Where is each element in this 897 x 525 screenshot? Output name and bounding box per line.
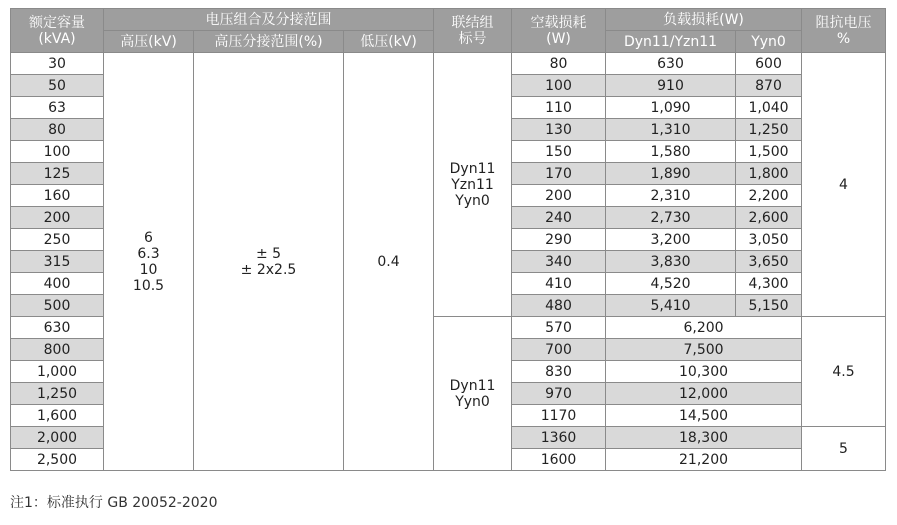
transformer-spec-table [10, 8, 886, 471]
noload-cell: 240 [512, 207, 606, 229]
noload-cell: 1600 [512, 449, 606, 471]
impedance-cell: 4 [802, 53, 886, 317]
noload-cell: 410 [512, 273, 606, 295]
header-lv: 低压(kV) [344, 31, 434, 53]
header-connection: 联结组 标号 [434, 9, 512, 53]
load-b-cell: 870 [736, 75, 802, 97]
header-load: 负载损耗(W) [606, 9, 802, 31]
capacity-cell: 100 [11, 141, 104, 163]
capacity-cell: 2,500 [11, 449, 104, 471]
capacity-cell: 30 [11, 53, 104, 75]
noload-cell: 80 [512, 53, 606, 75]
lv-cell: 0.4 [344, 53, 434, 471]
load-a-cell: 2,730 [606, 207, 736, 229]
header-noload: 空载损耗 (W) [512, 9, 606, 53]
footnote: 注1：标准执行 GB 20052-2020 [10, 495, 218, 511]
header-hv: 高压(kV) [104, 31, 194, 53]
table-body [11, 53, 886, 471]
load-cell: 21,200 [606, 449, 802, 471]
noload-cell: 970 [512, 383, 606, 405]
header-load-b: Yyn0 [736, 31, 802, 53]
capacity-cell: 125 [11, 163, 104, 185]
noload-cell: 290 [512, 229, 606, 251]
load-b-cell: 2,200 [736, 185, 802, 207]
capacity-cell: 1,250 [11, 383, 104, 405]
capacity-cell: 200 [11, 207, 104, 229]
noload-cell: 570 [512, 317, 606, 339]
load-cell: 18,300 [606, 427, 802, 449]
load-b-cell: 600 [736, 53, 802, 75]
load-b-cell: 1,250 [736, 119, 802, 141]
capacity-cell: 63 [11, 97, 104, 119]
load-b-cell: 5,150 [736, 295, 802, 317]
header-capacity: 额定容量 (kVA) [11, 9, 104, 53]
load-a-cell: 5,410 [606, 295, 736, 317]
load-a-cell: 4,520 [606, 273, 736, 295]
capacity-cell: 160 [11, 185, 104, 207]
capacity-cell: 500 [11, 295, 104, 317]
load-b-cell: 1,040 [736, 97, 802, 119]
load-a-cell: 910 [606, 75, 736, 97]
header-impedance: 阻抗电压 % [802, 9, 886, 53]
noload-cell: 200 [512, 185, 606, 207]
connection-cell: Dyn11 Yzn11 Yyn0 [434, 53, 512, 317]
load-a-cell: 3,830 [606, 251, 736, 273]
noload-cell: 830 [512, 361, 606, 383]
capacity-cell: 630 [11, 317, 104, 339]
capacity-cell: 2,000 [11, 427, 104, 449]
load-a-cell: 1,310 [606, 119, 736, 141]
capacity-cell: 50 [11, 75, 104, 97]
load-a-cell: 630 [606, 53, 736, 75]
load-cell: 12,000 [606, 383, 802, 405]
load-b-cell: 3,650 [736, 251, 802, 273]
load-a-cell: 2,310 [606, 185, 736, 207]
header-load-a: Dyn11/Yzn11 [606, 31, 736, 53]
noload-cell: 1360 [512, 427, 606, 449]
noload-cell: 340 [512, 251, 606, 273]
load-a-cell: 1,580 [606, 141, 736, 163]
capacity-cell: 1,600 [11, 405, 104, 427]
load-b-cell: 4,300 [736, 273, 802, 295]
load-cell: 6,200 [606, 317, 802, 339]
impedance-cell: 5 [802, 427, 886, 471]
header-voltage-group: 电压组合及分接范围 [104, 9, 434, 31]
capacity-cell: 250 [11, 229, 104, 251]
noload-cell: 130 [512, 119, 606, 141]
load-cell: 7,500 [606, 339, 802, 361]
capacity-cell: 1,000 [11, 361, 104, 383]
load-cell: 14,500 [606, 405, 802, 427]
noload-cell: 150 [512, 141, 606, 163]
noload-cell: 1170 [512, 405, 606, 427]
impedance-cell: 4.5 [802, 317, 886, 427]
load-b-cell: 3,050 [736, 229, 802, 251]
load-cell: 10,300 [606, 361, 802, 383]
connection-cell: Dyn11 Yyn0 [434, 317, 512, 471]
hv-cell: 6 6.3 10 10.5 [104, 53, 194, 471]
noload-cell: 480 [512, 295, 606, 317]
tap-cell: ± 5 ± 2x2.5 [194, 53, 344, 471]
noload-cell: 110 [512, 97, 606, 119]
capacity-cell: 80 [11, 119, 104, 141]
load-a-cell: 1,890 [606, 163, 736, 185]
load-b-cell: 1,800 [736, 163, 802, 185]
noload-cell: 100 [512, 75, 606, 97]
capacity-cell: 400 [11, 273, 104, 295]
load-b-cell: 2,600 [736, 207, 802, 229]
capacity-cell: 800 [11, 339, 104, 361]
load-a-cell: 3,200 [606, 229, 736, 251]
spec-table-container [10, 8, 885, 471]
noload-cell: 700 [512, 339, 606, 361]
capacity-cell: 315 [11, 251, 104, 273]
load-b-cell: 1,500 [736, 141, 802, 163]
load-a-cell: 1,090 [606, 97, 736, 119]
table-row [11, 53, 886, 75]
header-tap: 高压分接范围(%) [194, 31, 344, 53]
noload-cell: 170 [512, 163, 606, 185]
